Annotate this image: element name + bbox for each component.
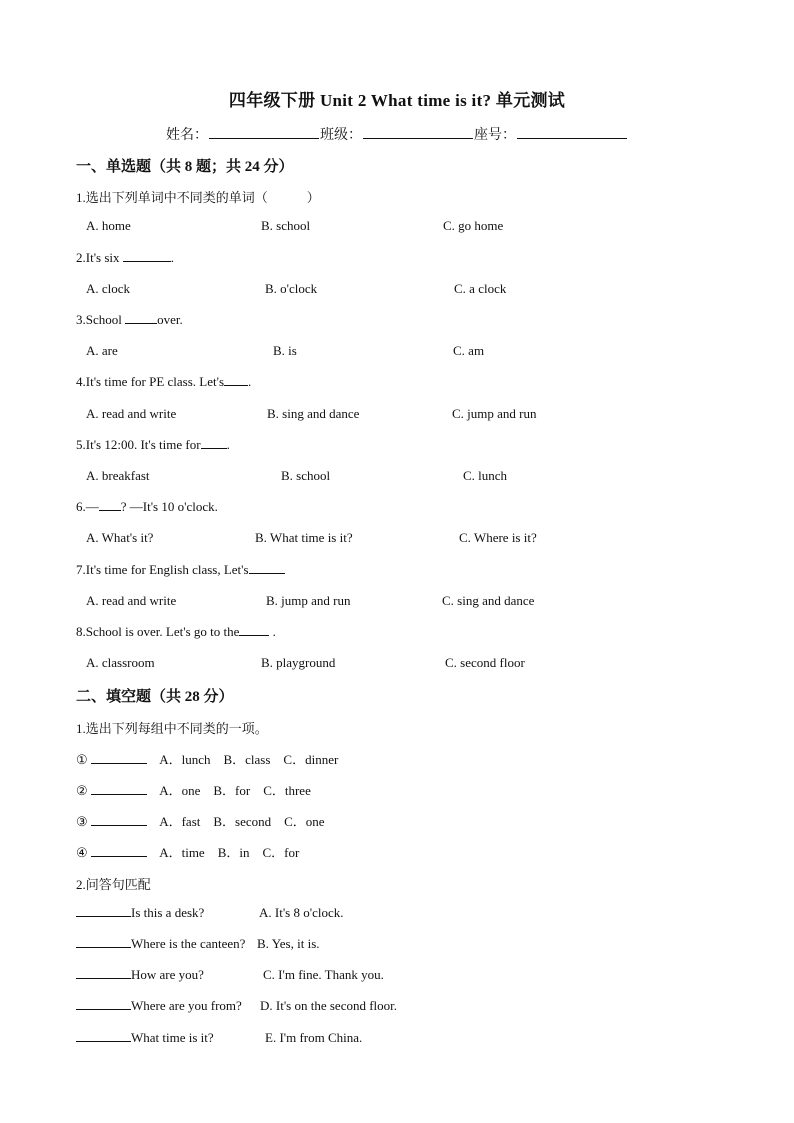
- q3-option-a: A. are: [86, 343, 118, 358]
- match-2-answer: B. Yes, it is.: [257, 936, 320, 951]
- match-4-answer: D. It's on the second floor.: [260, 998, 398, 1013]
- q5-stem-text: 5.It's 12:00. It's time for: [76, 437, 201, 452]
- q2-option-a: A. clock: [86, 281, 131, 296]
- section1-heading: 一、单选题（共 8 题；共 24 分）: [76, 159, 294, 175]
- match-3-blank[interactable]: [76, 967, 131, 979]
- match-row-3: [76, 967, 204, 983]
- match-4-question: Where are you from?: [131, 998, 242, 1013]
- fill-question-1-stem: 1.选出下列每组中不同类的一项。: [76, 721, 268, 736]
- group-1-blank[interactable]: [91, 752, 147, 764]
- q6-option-a: A. What's it?: [86, 530, 154, 545]
- question-7-stem: [76, 562, 285, 578]
- match-2-blank[interactable]: [76, 936, 131, 948]
- q7-option-b: B. jump and run: [266, 593, 351, 608]
- group-4-options: A．time B．in C．for: [159, 845, 300, 860]
- q5-blank[interactable]: [201, 437, 227, 449]
- q2-option-c: C. a clock: [454, 281, 507, 296]
- match-3-question: How are you?: [131, 967, 204, 982]
- q2-blank[interactable]: [123, 250, 171, 262]
- group-2-options: A．one B．for C．three: [159, 783, 311, 798]
- match-5-blank[interactable]: [76, 1030, 131, 1042]
- q4-stem-text: 4.It's time for PE class. Let's: [76, 374, 225, 389]
- q7-stem-text: 7.It's time for English class, Let's: [76, 562, 249, 577]
- class-label: 班级：: [320, 128, 362, 143]
- q4-blank[interactable]: [224, 374, 248, 386]
- match-row-1: [76, 905, 204, 921]
- name-label: 姓名：: [166, 128, 208, 143]
- q6-option-c: C. Where is it?: [459, 530, 537, 545]
- q8-blank[interactable]: [239, 624, 269, 636]
- page-title: 四年级下册 Unit 2 What time is it? 单元测试: [228, 91, 566, 110]
- q2-stem-end: .: [170, 250, 175, 265]
- q6-stem-text: 6.—: [76, 499, 99, 514]
- q8-option-a: A. classroom: [86, 655, 155, 670]
- group-3-number: ③: [76, 814, 88, 829]
- q1-option-a: A. home: [86, 218, 131, 233]
- q7-option-a: A. read and write: [86, 593, 177, 608]
- q5-option-a: A. breakfast: [86, 468, 150, 483]
- question-3-stem: [76, 312, 183, 328]
- q3-blank[interactable]: [125, 312, 157, 324]
- q2-option-b: B. o'clock: [265, 281, 318, 296]
- group-3: [76, 811, 325, 830]
- q8-option-b: B. playground: [261, 655, 336, 670]
- group-1-number: ①: [76, 752, 88, 767]
- q3-stem-end: over.: [157, 312, 183, 327]
- q5-option-c: C. lunch: [463, 468, 508, 483]
- question-6-stem: [76, 499, 218, 515]
- question-2-stem: [76, 250, 174, 266]
- group-4: [76, 842, 299, 861]
- q8-stem-text: 8.School is over. Let's go to the: [76, 624, 240, 639]
- q3-option-b: B. is: [273, 343, 297, 358]
- group-4-blank[interactable]: [91, 845, 147, 857]
- q1-option-b: B. school: [261, 218, 311, 233]
- fill-question-2-stem: 2.问答句匹配: [76, 877, 151, 892]
- name-blank[interactable]: [209, 126, 319, 139]
- match-4-blank[interactable]: [76, 998, 131, 1010]
- student-info-row: [0, 124, 794, 144]
- seat-blank[interactable]: [517, 126, 627, 139]
- q4-option-b: B. sing and dance: [267, 406, 360, 421]
- q4-stem-end: .: [248, 374, 252, 389]
- match-5-answer: E. I'm from China.: [265, 1030, 363, 1045]
- q6-option-b: B. What time is it?: [255, 530, 353, 545]
- group-3-options: A．fast B．second C．one: [159, 814, 325, 829]
- q7-blank[interactable]: [249, 562, 285, 574]
- group-1: [76, 749, 338, 768]
- q2-stem-text: 2.It's six: [76, 250, 120, 265]
- question-1-stem: 1.选出下列单词中不同类的单词（ ）: [76, 190, 320, 205]
- match-5-question: What time is it?: [131, 1030, 214, 1045]
- group-4-number: ④: [76, 845, 88, 860]
- match-1-answer: A. It's 8 o'clock.: [259, 905, 344, 920]
- q6-blank[interactable]: [99, 499, 121, 511]
- group-1-options: A．lunch B．class C．dinner: [159, 752, 339, 767]
- match-row-5: [76, 1030, 214, 1046]
- section2-heading: 二、填空题（共 28 分）: [76, 689, 234, 705]
- group-3-blank[interactable]: [91, 814, 147, 826]
- group-2: [76, 780, 311, 799]
- q8-stem-end: .: [269, 624, 276, 639]
- question-5-stem: [76, 437, 230, 453]
- q4-option-a: A. read and write: [86, 406, 177, 421]
- q3-stem-text: 3.School: [76, 312, 122, 327]
- q8-option-c: C. second floor: [445, 655, 525, 670]
- seat-label: 座号：: [474, 128, 516, 143]
- q1-option-c: C. go home: [443, 218, 504, 233]
- match-row-4: [76, 998, 242, 1014]
- question-8-stem: [76, 624, 276, 640]
- q7-option-c: C. sing and dance: [442, 593, 535, 608]
- q4-option-c: C. jump and run: [452, 406, 537, 421]
- q5-stem-end: .: [226, 437, 230, 452]
- q5-option-b: B. school: [281, 468, 331, 483]
- match-1-blank[interactable]: [76, 905, 131, 917]
- class-blank[interactable]: [363, 126, 473, 139]
- q6-stem-end: ? —It's 10 o'clock.: [120, 499, 218, 514]
- match-2-question: Where is the canteen?: [131, 936, 246, 951]
- group-2-number: ②: [76, 783, 88, 798]
- match-3-answer: C. I'm fine. Thank you.: [263, 967, 384, 982]
- match-row-2: [76, 936, 245, 952]
- q3-option-c: C. am: [453, 343, 485, 358]
- question-4-stem: [76, 374, 251, 390]
- match-1-question: Is this a desk?: [131, 905, 205, 920]
- group-2-blank[interactable]: [91, 783, 147, 795]
